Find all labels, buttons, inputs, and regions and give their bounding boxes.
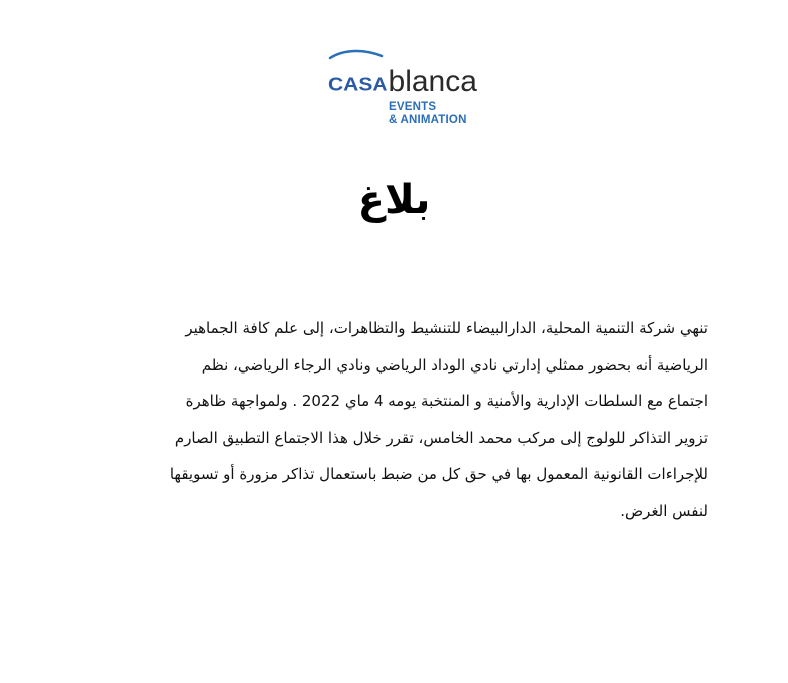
logo-animation-text: & ANIMATION — [389, 114, 467, 126]
document-title: بلاغ — [357, 177, 431, 223]
body-line: تزوير التذاكر للولوج إلى مركب محمد الخامس، تقرر خلال هذا الاجتماع التطبيق الصارم — [174, 428, 708, 447]
logo-wordmark — [328, 58, 498, 98]
announcement-body — [90, 310, 708, 529]
body-line: للإجراءات القانونية المعمول بها في حق كل من ضبط باستعمال تذاكر مزورة أو تسويقها — [169, 465, 708, 483]
logo-wave-icon — [326, 48, 386, 62]
body-line: تنهي شركة التنمية المحلية، الدارالبيضاء للتنشيط والتظاهرات، إلى علم كافة الجماهير — [185, 319, 708, 337]
logo-subtitle — [389, 101, 498, 127]
casablanca-events-logo — [328, 58, 498, 138]
logo-events-text: EVENTS — [389, 101, 437, 113]
body-line: الرياضية أنه بحضور ممثلي إدارتي نادي الوداد الرياضي ونادي الرجاء الرياضي، نظم — [201, 355, 708, 374]
body-line: لنفس الغرض. — [620, 501, 708, 520]
logo-casa-text: CASA — [328, 74, 388, 95]
body-line: اجتماع مع السلطات الإدارية والأمنية و المنتخبة يومه 4 ماي 2022 . ولمواجهة ظاهرة — [185, 392, 708, 410]
logo-blanca-text: blanca — [388, 65, 477, 98]
